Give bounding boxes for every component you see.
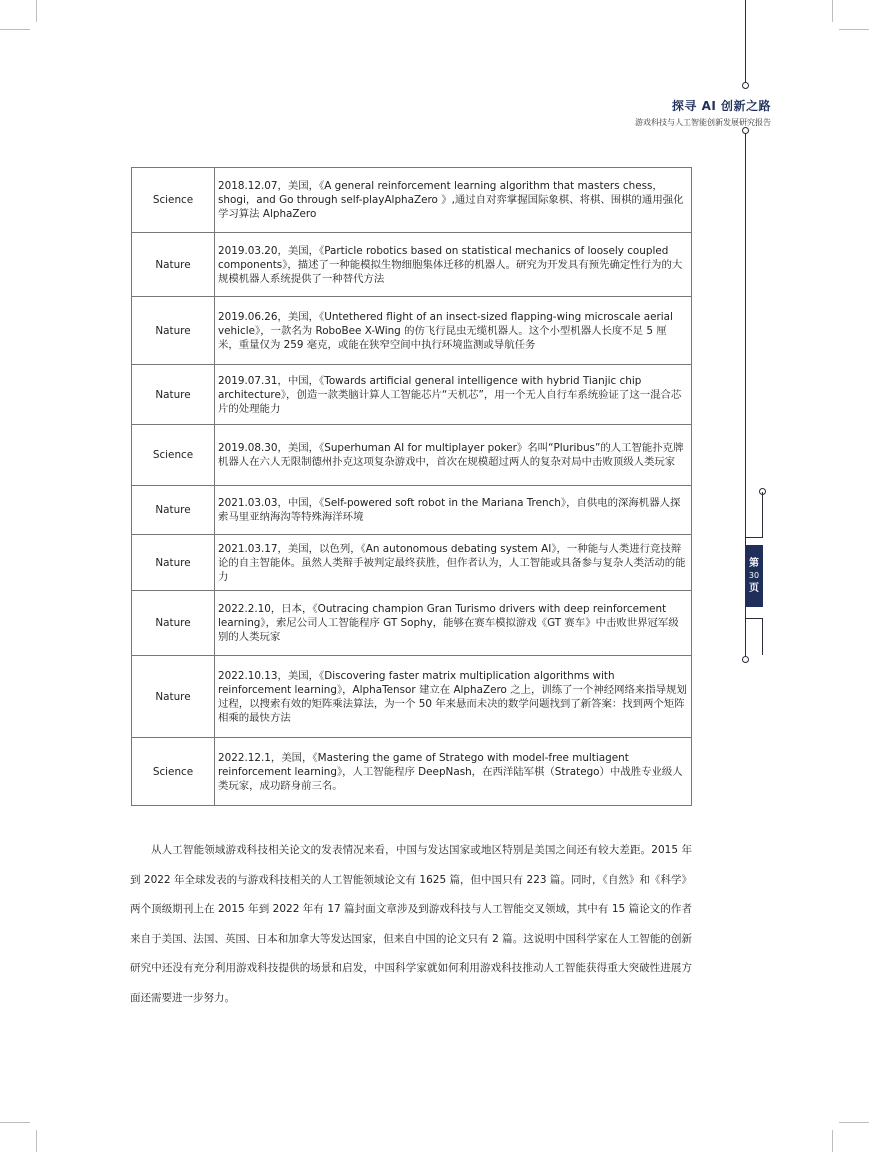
body-text [130, 836, 692, 1013]
page-badge-prefix: 第 [749, 557, 759, 569]
table-row [132, 233, 692, 297]
body-paragraph: 从人工智能领域游戏科技相关论文的发表情况来看，中国与发达国家或地区特别是美国之间还有较大差距。2015 年到 2022 年全球发表的与游戏科技相关的人工智能领域论文有 1625 篇，但中国只有 223 篇。同时，《自然》和《科学》两个顶级期刊上在 2015 年到 2022 年有 17 篇封面文章涉及到游戏科技与人工智能交叉领域，其中有 15 篇论文的作者来自于美国、法国、英国、日本和加拿大等发达国家，但来自中国的论文只有 2 篇。这说明中国科学家在人工智能的创新研究中还没有充分利用游戏科技提供的场景和启发，中国科学家就如何利用游戏科技推动人工智能获得重大突破性进展方面还需要进一步努力。 [130, 844, 692, 1004]
page-number-badge [745, 545, 763, 607]
decorative-line [745, 607, 746, 656]
crop-mark [36, 0, 37, 22]
description-cell: 2019.08.30，美国，《Superhuman AI for multiplayer poker》名叫“Pluribus”的人工智能扑克牌机器人在六人无限制德州扑克这项复杂游戏中，首次在规模超过两人的复杂对局中击败顶级人类玩家 [215, 425, 692, 486]
journal-cell: Science [132, 738, 215, 806]
header-title: 探寻 AI 创新之路 [671, 99, 771, 113]
table-row [132, 535, 692, 591]
decorative-line [745, 134, 746, 545]
crop-mark [0, 29, 30, 30]
journal-cell: Nature [132, 656, 215, 738]
journal-cell: Nature [132, 365, 215, 425]
crop-mark [832, 0, 833, 22]
journal-cell: Nature [132, 297, 215, 365]
table-row [132, 656, 692, 738]
table-row [132, 486, 692, 535]
description-cell: 2021.03.17，美国，以色列，《An autonomous debating system AI》，一种能与人类进行竞技辩论的自主智能体。虽然人类辩手被判定最终获胜，但作者认为，人工智能或具备参与复杂人类活动的能力 [215, 535, 692, 591]
badge-bracket [745, 492, 763, 538]
crop-mark [839, 1122, 869, 1123]
description-cell: 2022.12.1，美国，《Mastering the game of Stratego with model-free multiagent reinforcement learning》，人工智能程序 DeepNash，在西洋陆军棋（Stratego）中战胜专业级人类玩家，成功跻身前三名。 [215, 738, 692, 806]
description-cell: 2021.03.03，中国，《Self-powered soft robot in the Mariana Trench》，自供电的深海机器人探索马里亚纳海沟等特殊海洋环境 [215, 486, 692, 535]
journal-cell: Nature [132, 233, 215, 297]
table-row [132, 365, 692, 425]
journal-cell: Science [132, 425, 215, 486]
report-header [635, 97, 771, 128]
description-cell: 2019.07.31，中国，《Towards artificial general intelligence with hybrid Tianjic chip architecture》，创造一款类脑计算人工智能芯片“天机芯”，用一个无人自行车系统验证了这一混合芯片的处理能力 [215, 365, 692, 425]
header-subtitle: 游戏科技与人工智能创新发展研究报告 [635, 118, 771, 127]
journal-cell: Nature [132, 591, 215, 656]
table-row [132, 425, 692, 486]
decorative-line [745, 0, 746, 82]
journal-cell: Nature [132, 486, 215, 535]
table-row [132, 168, 692, 233]
page-badge-suffix: 页 [749, 582, 759, 594]
table-row [132, 297, 692, 365]
crop-mark [0, 1122, 30, 1123]
description-cell: 2019.03.20，美国，《Particle robotics based on statistical mechanics of loosely coupled components》，描述了一种能模拟生物细胞集体迁移的机器人。研究为开发具有预先确定性行为的大规模机器人系统提供了一种替代方法 [215, 233, 692, 297]
decorative-circle [742, 82, 749, 89]
description-cell: 2022.10.13，美国，《Discovering faster matrix multiplication algorithms with reinforcement learning》，AlphaTensor 建立在 AlphaZero 之上，训练了一个神经网络来指导规划过程，以搜索有效的矩阵乘法算法，为一个 50 年来悬而未决的数学问题找到了新答案：找到两个矩阵相乘的最快方法 [215, 656, 692, 738]
papers-table [131, 167, 692, 806]
table-row [132, 738, 692, 806]
journal-cell: Nature [132, 535, 215, 591]
description-cell: 2019.06.26，美国，《Untethered flight of an insect-sized flapping-wing microscale aerial vehicle》，一款名为 RoboBee X-Wing 的仿飞行昆虫无缆机器人。这个小型机器人长度不足 5 厘米，重量仅为 259 毫克，或能在狭窄空间中执行环境监测或导航任务 [215, 297, 692, 365]
journal-cell: Science [132, 168, 215, 233]
description-cell: 2018.12.07，美国，《A general reinforcement learning algorithm that masters chess，shogi，and Go through self-playAlphaZero 》,通过自对弈掌握国际象棋、将棋、围棋的通用强化学习算法 AlphaZero [215, 168, 692, 233]
crop-mark [36, 1130, 37, 1152]
description-cell: 2022.2.10，日本，《Outracing champion Gran Turismo drivers with deep reinforcement learning》，索尼公司人工智能程序 GT Sophy，能够在赛车模拟游戏《GT 赛车》中击败世界冠军级别的人类玩家 [215, 591, 692, 656]
table-row [132, 591, 692, 656]
decorative-circle [742, 656, 749, 663]
crop-mark [839, 29, 869, 30]
page-number: 30 [748, 571, 760, 581]
decorative-circle [742, 127, 749, 134]
crop-mark [832, 1130, 833, 1152]
badge-bracket [745, 618, 763, 655]
